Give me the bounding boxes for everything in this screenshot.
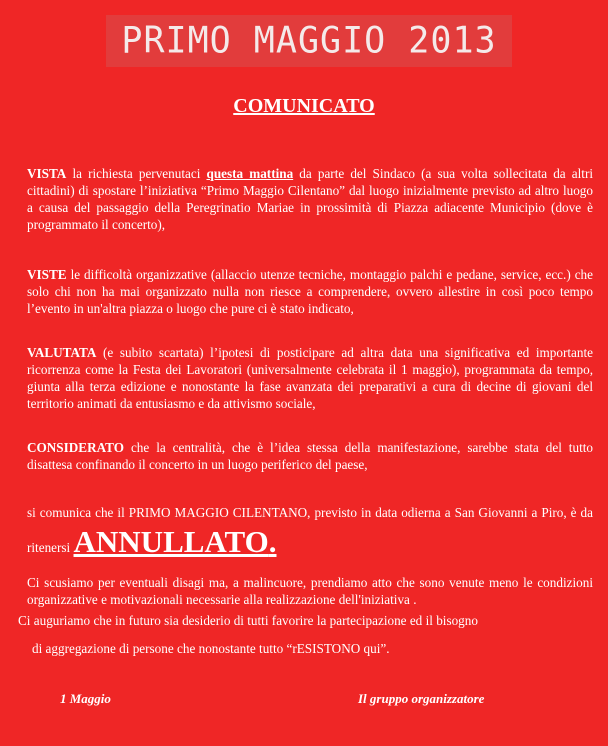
closing-line-2: di aggregazione di persone che nonostante tutto “rESISTONO qui”. xyxy=(32,641,390,656)
paragraph-vista xyxy=(27,165,593,233)
paragraph-lead: VISTE xyxy=(27,267,67,282)
paragraph-text: da parte del Sindaco (a sua volta sollecitata da altri cittadini) di spostare l’iniziativa “Primo Maggio Cilentano” dal luogo inizialmente previsto ad altro luogo a causa del passaggio della Peregrinatio Mariae in prossimità di Piazza adiacente Municipio (dove è programmato il concerto), xyxy=(27,166,594,232)
signature-author: Il gruppo organizzatore xyxy=(358,691,485,706)
paragraph-text: Ci scusiamo per eventuali disagi ma, a malincuore, prendiamo atto che sono venute meno le condizioni organizzative e motivazionali necessarie alla realizzazione dell'iniziativa . xyxy=(27,575,593,607)
cancelled-label: ANNULLATO xyxy=(73,524,269,559)
paragraph-text: la richiesta pervenutaci xyxy=(66,166,207,181)
title-banner xyxy=(106,15,512,67)
page-title: COMUNICATO xyxy=(233,95,375,117)
paragraph-scuse xyxy=(27,574,593,608)
paragraph-lead: CONSIDERATO xyxy=(27,440,124,455)
paragraph-viste xyxy=(27,266,593,317)
paragraph-text: si comunica che il PRIMO MAGGIO CILENTANO, previsto in data odierna a San Giovanni a Piro, è da ritenersi xyxy=(27,505,593,555)
paragraph-lead: VISTA xyxy=(27,166,67,181)
paragraph-text: (e subito scartata) l’ipotesi di posticipare ad altra data una significativa ed importante ricorrenza come la Festa dei Lavoratori (universalmente celebrata il 1 maggio), programmata da tempo, giunta alla terza edizione e nonostante la fase avanzata dei preparativi a cura di decine di giovani del territorio animati da entusiasmo e da attivismo sociale, xyxy=(27,345,593,411)
paragraph-lead: VALUTATA xyxy=(27,345,97,360)
paragraph-text: che la centralità, che è l’idea stessa della manifestazione, sarebbe stata del tutto disattesa confinando il concerto in un luogo periferico del paese, xyxy=(27,440,593,472)
paragraph-considerato xyxy=(27,439,593,473)
paragraph-annullato xyxy=(27,500,593,561)
closing-line-1: Ci auguriamo che in futuro sia desiderio di tutti favorire la partecipazione ed il bisogno xyxy=(18,613,478,628)
banner-title: PRIMO MAGGIO 2013 xyxy=(121,20,497,62)
cancelled-dot: . xyxy=(268,524,277,559)
signature-date: 1 Maggio xyxy=(60,691,111,706)
paragraph-valutata xyxy=(27,344,593,412)
emphasis-text: questa mattina xyxy=(206,166,294,181)
paragraph-text: le difficoltà organizzative (allaccio utenze tecniche, montaggio palchi e pedane, service, ecc.) che solo chi non ha mai organizzato nulla non riesce a comprendere, ovvero allestire in così poco tempo l’evento in un'altra piazza o luogo che pure ci è stato indicato, xyxy=(27,267,593,316)
